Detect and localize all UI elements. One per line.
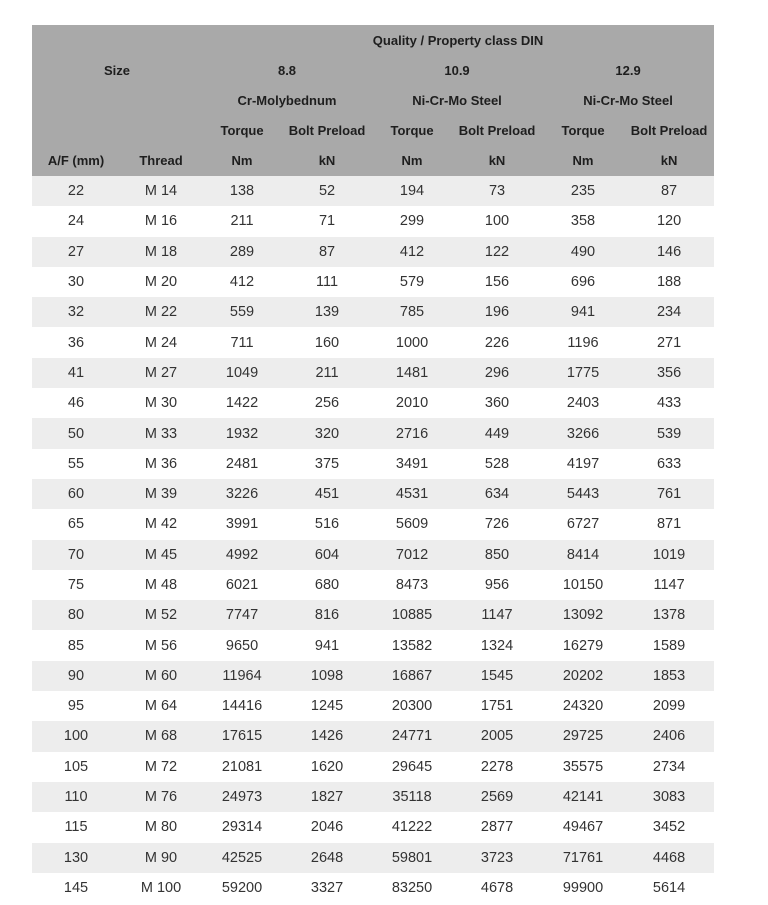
- cell-torque-8-8: 9650: [202, 630, 282, 660]
- cell-af: 55: [32, 449, 120, 479]
- cell-torque-10-9: 299: [372, 206, 452, 236]
- cell-torque-10-9: 13582: [372, 630, 452, 660]
- table-row: [32, 843, 714, 873]
- cell-af: 70: [32, 540, 120, 570]
- cell-thread: M 30: [120, 388, 202, 418]
- cell-thread: M 80: [120, 812, 202, 842]
- cell-preload-8-8: 211: [282, 358, 372, 388]
- cell-af: 115: [32, 812, 120, 842]
- header-unit-preload-8-8: kN: [282, 146, 372, 176]
- table-row: [32, 388, 714, 418]
- cell-torque-12-9: 490: [542, 237, 624, 267]
- cell-thread: M 100: [120, 873, 202, 903]
- cell-preload-8-8: 1245: [282, 691, 372, 721]
- table-row: [32, 176, 714, 206]
- cell-af: 50: [32, 418, 120, 448]
- cell-thread: M 39: [120, 479, 202, 509]
- header-af: A/F (mm): [32, 146, 120, 176]
- header-torque-12-9: Torque: [542, 116, 624, 146]
- header-unit-torque-8-8: Nm: [202, 146, 282, 176]
- header-grade-10-9: 10.9: [372, 56, 542, 86]
- header-material-8-8: Cr-Molybednum: [202, 86, 372, 116]
- cell-torque-12-9: 8414: [542, 540, 624, 570]
- cell-torque-8-8: 14416: [202, 691, 282, 721]
- cell-thread: M 24: [120, 327, 202, 357]
- table-row: [32, 691, 714, 721]
- cell-preload-8-8: 1620: [282, 752, 372, 782]
- cell-preload-10-9: 1147: [452, 600, 542, 630]
- header-blank: [32, 116, 120, 146]
- header-grade-8-8: 8.8: [202, 56, 372, 86]
- cell-preload-10-9: 360: [452, 388, 542, 418]
- cell-preload-12-9: 1853: [624, 661, 714, 691]
- cell-preload-12-9: 2099: [624, 691, 714, 721]
- header-blank: [120, 116, 202, 146]
- cell-torque-8-8: 289: [202, 237, 282, 267]
- cell-thread: M 14: [120, 176, 202, 206]
- header-torque-8-8: Torque: [202, 116, 282, 146]
- cell-preload-12-9: 761: [624, 479, 714, 509]
- cell-preload-8-8: 3327: [282, 873, 372, 903]
- cell-thread: M 45: [120, 540, 202, 570]
- cell-preload-10-9: 449: [452, 418, 542, 448]
- cell-torque-12-9: 71761: [542, 843, 624, 873]
- cell-torque-10-9: 83250: [372, 873, 452, 903]
- cell-torque-8-8: 6021: [202, 570, 282, 600]
- cell-torque-10-9: 24771: [372, 721, 452, 751]
- cell-torque-10-9: 10885: [372, 600, 452, 630]
- cell-preload-12-9: 3452: [624, 812, 714, 842]
- cell-preload-8-8: 256: [282, 388, 372, 418]
- cell-torque-8-8: 59200: [202, 873, 282, 903]
- cell-torque-10-9: 3491: [372, 449, 452, 479]
- cell-preload-8-8: 2046: [282, 812, 372, 842]
- cell-preload-12-9: 1589: [624, 630, 714, 660]
- cell-preload-10-9: 296: [452, 358, 542, 388]
- cell-torque-12-9: 24320: [542, 691, 624, 721]
- cell-torque-8-8: 24973: [202, 782, 282, 812]
- header-row-quality: [32, 25, 714, 56]
- cell-torque-12-9: 13092: [542, 600, 624, 630]
- cell-preload-12-9: 633: [624, 449, 714, 479]
- table-row: [32, 418, 714, 448]
- cell-torque-10-9: 16867: [372, 661, 452, 691]
- header-size: Size: [32, 25, 202, 116]
- cell-preload-10-9: 4678: [452, 873, 542, 903]
- cell-preload-12-9: 3083: [624, 782, 714, 812]
- cell-preload-8-8: 111: [282, 267, 372, 297]
- cell-torque-10-9: 1000: [372, 327, 452, 357]
- cell-preload-12-9: 4468: [624, 843, 714, 873]
- cell-preload-10-9: 73: [452, 176, 542, 206]
- header-material-10-9: Ni-Cr-Mo Steel: [372, 86, 542, 116]
- table-row: [32, 449, 714, 479]
- table-row: [32, 812, 714, 842]
- header-preload-8-8: Bolt Preload: [282, 116, 372, 146]
- cell-af: 24: [32, 206, 120, 236]
- table-row: [32, 479, 714, 509]
- cell-torque-12-9: 4197: [542, 449, 624, 479]
- cell-preload-8-8: 139: [282, 297, 372, 327]
- cell-torque-12-9: 358: [542, 206, 624, 236]
- table-row: [32, 782, 714, 812]
- cell-thread: M 22: [120, 297, 202, 327]
- cell-preload-12-9: 5614: [624, 873, 714, 903]
- header-unit-torque-10-9: Nm: [372, 146, 452, 176]
- cell-preload-12-9: 1378: [624, 600, 714, 630]
- cell-torque-8-8: 3991: [202, 509, 282, 539]
- cell-torque-10-9: 412: [372, 237, 452, 267]
- cell-thread: M 16: [120, 206, 202, 236]
- cell-torque-12-9: 1775: [542, 358, 624, 388]
- header-torque-10-9: Torque: [372, 116, 452, 146]
- cell-preload-10-9: 726: [452, 509, 542, 539]
- cell-preload-8-8: 71: [282, 206, 372, 236]
- cell-torque-8-8: 412: [202, 267, 282, 297]
- cell-preload-8-8: 320: [282, 418, 372, 448]
- cell-torque-8-8: 42525: [202, 843, 282, 873]
- header-unit-preload-12-9: kN: [624, 146, 714, 176]
- header-thread: Thread: [120, 146, 202, 176]
- cell-thread: M 48: [120, 570, 202, 600]
- cell-preload-8-8: 516: [282, 509, 372, 539]
- cell-preload-12-9: 146: [624, 237, 714, 267]
- table-row: [32, 358, 714, 388]
- cell-torque-8-8: 138: [202, 176, 282, 206]
- cell-preload-10-9: 2278: [452, 752, 542, 782]
- cell-af: 30: [32, 267, 120, 297]
- cell-af: 130: [32, 843, 120, 873]
- cell-torque-8-8: 211: [202, 206, 282, 236]
- cell-torque-8-8: 7747: [202, 600, 282, 630]
- cell-preload-8-8: 160: [282, 327, 372, 357]
- cell-preload-8-8: 1827: [282, 782, 372, 812]
- cell-thread: M 76: [120, 782, 202, 812]
- cell-torque-12-9: 49467: [542, 812, 624, 842]
- cell-torque-12-9: 29725: [542, 721, 624, 751]
- cell-torque-10-9: 20300: [372, 691, 452, 721]
- table-row: [32, 873, 714, 903]
- cell-torque-8-8: 29314: [202, 812, 282, 842]
- cell-thread: M 52: [120, 600, 202, 630]
- cell-af: 110: [32, 782, 120, 812]
- cell-preload-10-9: 850: [452, 540, 542, 570]
- cell-thread: M 42: [120, 509, 202, 539]
- cell-af: 60: [32, 479, 120, 509]
- cell-preload-12-9: 234: [624, 297, 714, 327]
- cell-preload-10-9: 122: [452, 237, 542, 267]
- cell-torque-8-8: 1932: [202, 418, 282, 448]
- cell-torque-8-8: 711: [202, 327, 282, 357]
- cell-preload-10-9: 1545: [452, 661, 542, 691]
- cell-preload-8-8: 680: [282, 570, 372, 600]
- header-unit-preload-10-9: kN: [452, 146, 542, 176]
- header-preload-10-9: Bolt Preload: [452, 116, 542, 146]
- cell-af: 36: [32, 327, 120, 357]
- cell-torque-10-9: 2010: [372, 388, 452, 418]
- cell-preload-12-9: 1147: [624, 570, 714, 600]
- cell-thread: M 90: [120, 843, 202, 873]
- cell-thread: M 72: [120, 752, 202, 782]
- table-row: [32, 327, 714, 357]
- cell-preload-10-9: 100: [452, 206, 542, 236]
- cell-af: 65: [32, 509, 120, 539]
- cell-torque-12-9: 20202: [542, 661, 624, 691]
- header-unit-torque-12-9: Nm: [542, 146, 624, 176]
- cell-thread: M 20: [120, 267, 202, 297]
- header-quality: Quality / Property class DIN: [202, 25, 714, 56]
- cell-torque-8-8: 1049: [202, 358, 282, 388]
- cell-thread: M 56: [120, 630, 202, 660]
- cell-torque-12-9: 10150: [542, 570, 624, 600]
- table-row: [32, 206, 714, 236]
- cell-af: 95: [32, 691, 120, 721]
- cell-torque-12-9: 235: [542, 176, 624, 206]
- cell-preload-8-8: 941: [282, 630, 372, 660]
- cell-thread: M 64: [120, 691, 202, 721]
- cell-preload-8-8: 1426: [282, 721, 372, 751]
- cell-af: 75: [32, 570, 120, 600]
- cell-torque-8-8: 1422: [202, 388, 282, 418]
- header-row-units: [32, 146, 714, 176]
- cell-af: 80: [32, 600, 120, 630]
- cell-thread: M 33: [120, 418, 202, 448]
- cell-preload-12-9: 356: [624, 358, 714, 388]
- cell-torque-10-9: 579: [372, 267, 452, 297]
- cell-torque-12-9: 5443: [542, 479, 624, 509]
- cell-preload-12-9: 1019: [624, 540, 714, 570]
- cell-preload-10-9: 2569: [452, 782, 542, 812]
- cell-torque-12-9: 696: [542, 267, 624, 297]
- table-row: [32, 570, 714, 600]
- cell-preload-10-9: 3723: [452, 843, 542, 873]
- cell-torque-10-9: 785: [372, 297, 452, 327]
- cell-preload-12-9: 87: [624, 176, 714, 206]
- cell-torque-10-9: 59801: [372, 843, 452, 873]
- cell-thread: M 27: [120, 358, 202, 388]
- cell-thread: M 36: [120, 449, 202, 479]
- cell-preload-10-9: 226: [452, 327, 542, 357]
- table-row: [32, 661, 714, 691]
- cell-preload-8-8: 816: [282, 600, 372, 630]
- bolt-torque-table-container: [32, 25, 714, 903]
- cell-preload-12-9: 271: [624, 327, 714, 357]
- cell-preload-10-9: 156: [452, 267, 542, 297]
- cell-af: 27: [32, 237, 120, 267]
- table-row: [32, 630, 714, 660]
- table-header: [32, 25, 714, 176]
- cell-preload-8-8: 1098: [282, 661, 372, 691]
- table-row: [32, 297, 714, 327]
- cell-preload-10-9: 634: [452, 479, 542, 509]
- cell-torque-12-9: 99900: [542, 873, 624, 903]
- cell-preload-12-9: 2734: [624, 752, 714, 782]
- table-row: [32, 540, 714, 570]
- cell-torque-8-8: 21081: [202, 752, 282, 782]
- cell-torque-12-9: 35575: [542, 752, 624, 782]
- cell-preload-8-8: 87: [282, 237, 372, 267]
- cell-preload-8-8: 375: [282, 449, 372, 479]
- cell-preload-12-9: 539: [624, 418, 714, 448]
- cell-torque-10-9: 2716: [372, 418, 452, 448]
- cell-torque-10-9: 35118: [372, 782, 452, 812]
- cell-torque-12-9: 42141: [542, 782, 624, 812]
- table-body: [32, 176, 714, 903]
- header-preload-12-9: Bolt Preload: [624, 116, 714, 146]
- cell-torque-10-9: 7012: [372, 540, 452, 570]
- cell-torque-10-9: 4531: [372, 479, 452, 509]
- cell-af: 100: [32, 721, 120, 751]
- cell-torque-12-9: 16279: [542, 630, 624, 660]
- cell-af: 22: [32, 176, 120, 206]
- cell-torque-8-8: 4992: [202, 540, 282, 570]
- cell-preload-8-8: 52: [282, 176, 372, 206]
- cell-preload-10-9: 1751: [452, 691, 542, 721]
- cell-preload-12-9: 188: [624, 267, 714, 297]
- cell-af: 90: [32, 661, 120, 691]
- cell-torque-12-9: 2403: [542, 388, 624, 418]
- cell-af: 105: [32, 752, 120, 782]
- header-row-quantity: [32, 116, 714, 146]
- cell-thread: M 60: [120, 661, 202, 691]
- cell-preload-10-9: 528: [452, 449, 542, 479]
- cell-torque-12-9: 6727: [542, 509, 624, 539]
- table-row: [32, 600, 714, 630]
- cell-preload-10-9: 956: [452, 570, 542, 600]
- cell-torque-12-9: 3266: [542, 418, 624, 448]
- cell-preload-10-9: 2005: [452, 721, 542, 751]
- cell-af: 145: [32, 873, 120, 903]
- cell-af: 46: [32, 388, 120, 418]
- table-row: [32, 721, 714, 751]
- header-grade-12-9: 12.9: [542, 56, 714, 86]
- cell-torque-10-9: 8473: [372, 570, 452, 600]
- table-row: [32, 752, 714, 782]
- cell-torque-8-8: 11964: [202, 661, 282, 691]
- table-row: [32, 237, 714, 267]
- cell-preload-12-9: 871: [624, 509, 714, 539]
- bolt-torque-table: [32, 25, 714, 903]
- cell-torque-10-9: 194: [372, 176, 452, 206]
- cell-torque-8-8: 2481: [202, 449, 282, 479]
- table-row: [32, 509, 714, 539]
- cell-torque-10-9: 41222: [372, 812, 452, 842]
- cell-preload-12-9: 120: [624, 206, 714, 236]
- cell-preload-12-9: 2406: [624, 721, 714, 751]
- header-material-12-9: Ni-Cr-Mo Steel: [542, 86, 714, 116]
- cell-af: 85: [32, 630, 120, 660]
- cell-preload-8-8: 451: [282, 479, 372, 509]
- cell-torque-10-9: 1481: [372, 358, 452, 388]
- cell-preload-8-8: 2648: [282, 843, 372, 873]
- cell-preload-10-9: 196: [452, 297, 542, 327]
- cell-torque-8-8: 17615: [202, 721, 282, 751]
- cell-thread: M 68: [120, 721, 202, 751]
- table-row: [32, 267, 714, 297]
- cell-preload-8-8: 604: [282, 540, 372, 570]
- cell-thread: M 18: [120, 237, 202, 267]
- cell-torque-12-9: 941: [542, 297, 624, 327]
- cell-torque-10-9: 5609: [372, 509, 452, 539]
- cell-torque-8-8: 3226: [202, 479, 282, 509]
- cell-af: 41: [32, 358, 120, 388]
- cell-torque-10-9: 29645: [372, 752, 452, 782]
- cell-preload-12-9: 433: [624, 388, 714, 418]
- cell-preload-10-9: 1324: [452, 630, 542, 660]
- cell-torque-12-9: 1196: [542, 327, 624, 357]
- cell-af: 32: [32, 297, 120, 327]
- cell-preload-10-9: 2877: [452, 812, 542, 842]
- cell-torque-8-8: 559: [202, 297, 282, 327]
